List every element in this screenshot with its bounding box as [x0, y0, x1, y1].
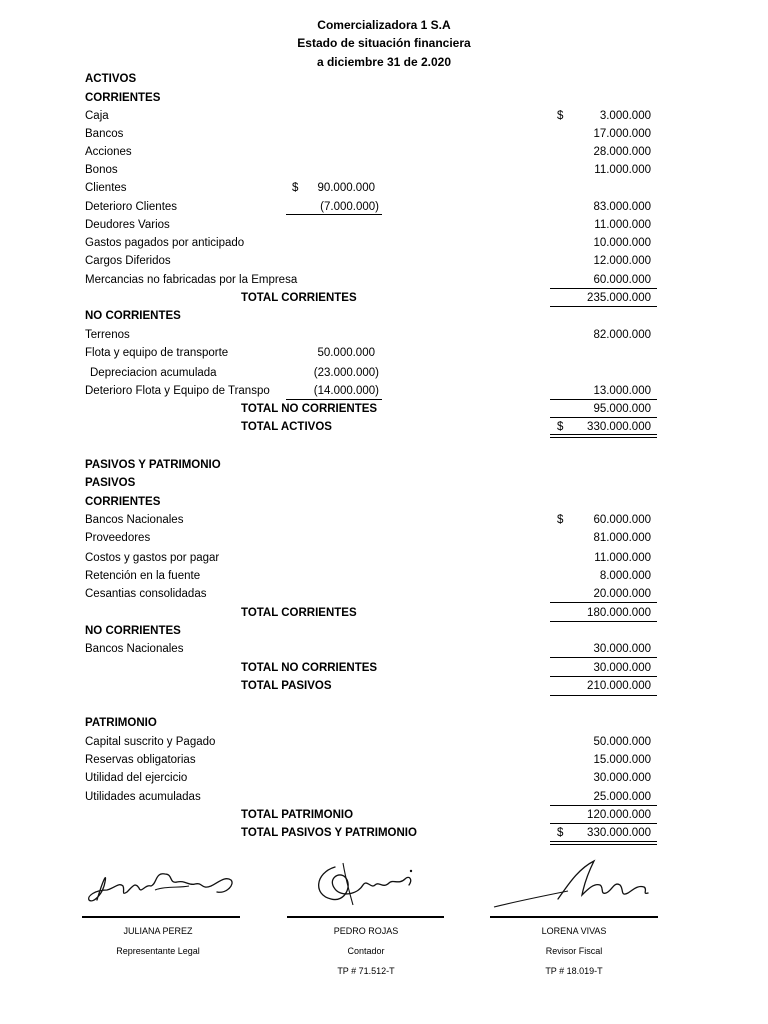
row-value: 10.000.000 — [593, 237, 651, 249]
double-underline — [550, 434, 657, 438]
subtotal-underline — [286, 214, 382, 215]
row-label: Cesantias consolidadas — [85, 588, 207, 600]
total-underline — [550, 288, 657, 289]
row-value: 81.000.000 — [593, 532, 651, 544]
signer-name: LORENA VIVAS — [541, 926, 607, 936]
row-value: 30.000.000 — [593, 772, 651, 784]
row-label: Utilidad del ejercicio — [85, 772, 188, 784]
row-value: 83.000.000 — [593, 201, 651, 213]
total-underline — [550, 417, 657, 418]
row-label: Clientes — [85, 182, 127, 194]
row-value: 11.000.000 — [594, 219, 651, 231]
row-label: Mercancias no fabricadas por la Empresa — [85, 274, 298, 286]
row-label: Bancos Nacionales — [85, 514, 184, 526]
total-value: 210.000.000 — [587, 680, 651, 692]
row-value: 3.000.000 — [599, 110, 651, 122]
signature-juliana — [85, 860, 245, 915]
row-label: Deudores Varios — [85, 219, 170, 231]
currency-symbol: $ — [557, 110, 564, 122]
statement-title: Estado de situación financiera — [297, 36, 471, 50]
row-label: Deterioro Flota y Equipo de Transpo — [85, 385, 270, 397]
liabilities-noncurrent-heading: NO CORRIENTES — [85, 625, 181, 637]
row-label: Retención en la fuente — [85, 570, 201, 582]
total-value: 120.000.000 — [587, 809, 651, 821]
subtotal-underline — [286, 399, 382, 400]
row-subvalue: 90.000.000 — [317, 182, 375, 194]
company-name: Comercializadora 1 S.A — [317, 18, 451, 32]
row-value: 8.000.000 — [599, 570, 651, 582]
row-label: Gastos pagados por anticipado — [85, 237, 245, 249]
row-label: Acciones — [85, 146, 132, 158]
total-value: 95.000.000 — [593, 403, 651, 415]
total-label: TOTAL PASIVOS — [241, 680, 332, 692]
row-label: Bancos — [85, 128, 124, 140]
liabilities-current-heading: CORRIENTES — [85, 496, 161, 508]
currency-symbol: $ — [557, 827, 564, 839]
row-subvalue: (7.000.000) — [320, 201, 379, 213]
total-underline — [550, 805, 657, 806]
row-value: 17.000.000 — [593, 128, 651, 140]
row-value: 11.000.000 — [594, 552, 651, 564]
total-label: TOTAL CORRIENTES — [241, 292, 357, 304]
signature-line — [287, 916, 444, 918]
currency-symbol: $ — [557, 514, 564, 526]
assets-noncurrent-heading: NO CORRIENTES — [85, 310, 181, 322]
row-value: 11.000.000 — [594, 164, 651, 176]
total-underline — [550, 399, 657, 400]
signer-role: Contador — [347, 946, 385, 956]
row-label: Bancos Nacionales — [85, 643, 184, 655]
total-underline — [550, 657, 657, 658]
total-underline — [550, 695, 657, 696]
row-value: 60.000.000 — [593, 274, 651, 286]
row-value: 60.000.000 — [593, 514, 651, 526]
total-label: TOTAL CORRIENTES — [241, 607, 357, 619]
row-label: Cargos Diferidos — [85, 255, 171, 267]
row-label: Utilidades acumuladas — [85, 791, 201, 803]
total-label: TOTAL NO CORRIENTES — [241, 403, 378, 415]
total-label: TOTAL PATRIMONIO — [241, 809, 354, 821]
liabilities-equity-heading: PASIVOS Y PATRIMONIO — [85, 459, 221, 471]
currency-symbol: $ — [557, 421, 564, 433]
row-value: 13.000.000 — [593, 385, 651, 397]
equity-heading: PATRIMONIO — [85, 717, 157, 729]
liabilities-heading: PASIVOS — [85, 477, 136, 489]
row-subvalue: 50.000.000 — [317, 347, 375, 359]
total-value: 330.000.000 — [587, 421, 651, 433]
row-value: 12.000.000 — [593, 255, 651, 267]
signer-name: PEDRO ROJAS — [333, 926, 399, 936]
total-value: 30.000.000 — [593, 662, 651, 674]
row-value: 25.000.000 — [593, 791, 651, 803]
currency-symbol: $ — [292, 182, 299, 194]
total-value: 330.000.000 — [587, 827, 651, 839]
row-value: 20.000.000 — [593, 588, 651, 600]
statement-date: a diciembre 31 de 2.020 — [316, 55, 452, 69]
row-label: Flota y equipo de transporte — [85, 347, 229, 359]
signer-tp: TP # 71.512-T — [337, 966, 395, 976]
double-underline — [550, 841, 657, 845]
row-label: Costos y gastos por pagar — [85, 552, 220, 564]
total-underline — [550, 306, 657, 307]
total-underline — [550, 621, 657, 622]
row-label: Capital suscrito y Pagado — [85, 736, 216, 748]
row-label: Depreciacion acumulada — [90, 367, 217, 379]
total-label: TOTAL NO CORRIENTES — [241, 662, 378, 674]
signature-pedro — [305, 855, 420, 915]
total-underline — [550, 602, 657, 603]
row-label: Reservas obligatorias — [85, 754, 196, 766]
signer-role: Revisor Fiscal — [545, 946, 603, 956]
total-underline — [550, 823, 657, 824]
assets-heading: ACTIVOS — [85, 73, 137, 85]
signer-name: JULIANA PEREZ — [123, 926, 193, 936]
assets-current-heading: CORRIENTES — [85, 92, 161, 104]
row-label: Deterioro Clientes — [85, 201, 178, 213]
signer-tp: TP # 18.019-T — [545, 966, 603, 976]
row-subvalue: (14.000.000) — [313, 385, 379, 397]
total-underline — [550, 676, 657, 677]
row-value: 50.000.000 — [593, 736, 651, 748]
row-label: Caja — [85, 110, 109, 122]
row-value: 15.000.000 — [593, 754, 651, 766]
row-subvalue: (23.000.000) — [313, 367, 379, 379]
total-value: 180.000.000 — [587, 607, 651, 619]
row-label: Bonos — [85, 164, 118, 176]
total-label: TOTAL ACTIVOS — [241, 421, 332, 433]
signature-line — [490, 916, 658, 918]
row-value: 82.000.000 — [593, 329, 651, 341]
row-value: 28.000.000 — [593, 146, 651, 158]
row-value: 30.000.000 — [593, 643, 651, 655]
row-label: Proveedores — [85, 532, 151, 544]
signature-lorena — [488, 855, 658, 915]
total-value: 235.000.000 — [587, 292, 651, 304]
total-label: TOTAL PASIVOS Y PATRIMONIO — [241, 827, 417, 839]
row-label: Terrenos — [85, 329, 130, 341]
signer-role: Representante Legal — [116, 946, 200, 956]
signature-line — [82, 916, 240, 918]
